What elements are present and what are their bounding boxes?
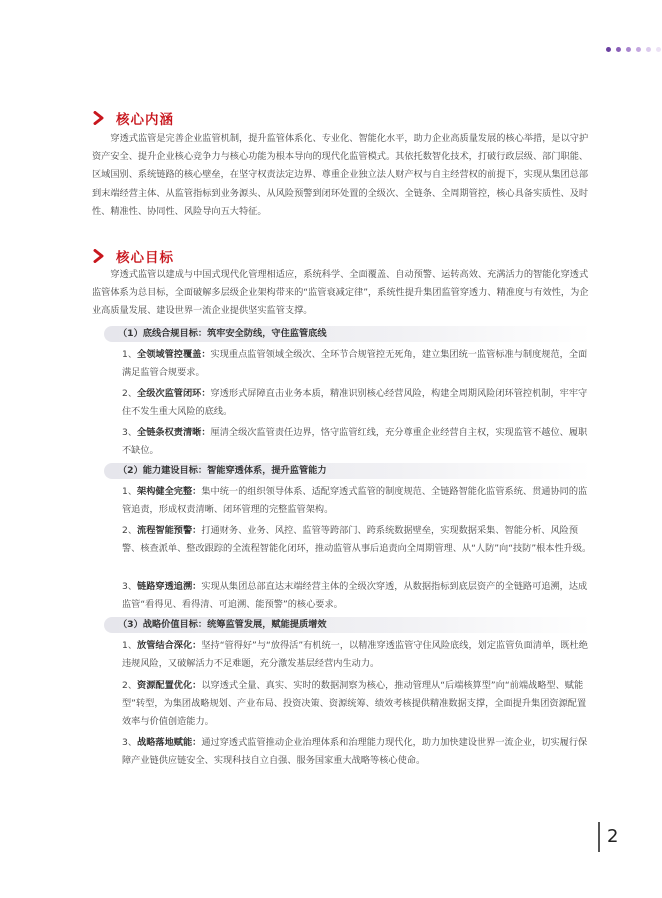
page-number-divider	[598, 822, 600, 852]
dot-3	[626, 47, 631, 52]
goal-item: 2、资源配置优化：以穿透式全量、真实、实时的数据洞察为核心，推动管理从“后端核算型”向“前端战略型、赋能型”转型，为集团战略规划、产业布局、投资决策、资源统筹、绩效考核提供精准数据支撑，全面提升集团资源配置效率与价值创造能力。	[122, 680, 587, 728]
core-goals-paragraph: 穿透式监管以建成与中国式现代化管理相适应，系统科学、全面覆盖、自动预警、运转高效、充满活力的智能化穿透式监管体系为总目标，全面破解多层级企业架构带来的“监管衰减定律”，系统性提升集团监管穿透力、精准度与有效性，为企业高质量发展、建设世界一流企业提供坚实监管支撑。	[92, 269, 589, 317]
dot-6	[656, 47, 661, 52]
goal-item: 1、全领域管控覆盖：实现重点监管领域全级次、全环节合规管控无死角，建立集团统一监管标准与制度规范，全面满足监管合规要求。	[122, 349, 588, 379]
goal-item: 1、放管结合深化：坚持“管得好”与“放得活”有机统一，以精准穿透监管守住风险底线，划定监管负面清单，既杜绝违规风险，又破解活力不足难题，充分激发基层经营内生动力。	[122, 640, 588, 670]
chevron-right-icon	[92, 249, 106, 263]
goal-item: 3、战略落地赋能：通过穿透式监管推动企业治理体系和治理能力现代化，助力加快建设世界一流企业，切实履行保障产业链供应链安全、实现科技自立自强、服务国家重大战略等核心使命。	[122, 737, 588, 767]
goal-item: 3、链路穿透追溯：实现从集团总部直达末端经营主体的全级次穿透，从数据指标到底层资产的全链路可追溯，达成监管“看得见、看得清、可追溯、能预警”的核心要求。	[122, 581, 588, 611]
dot-1	[606, 47, 611, 52]
goal-item: 3、全链条权责清晰：厘清全级次监管责任边界，恪守监管红线，充分尊重企业经营自主权，实现监管不越位、履职不缺位。	[122, 427, 588, 457]
goal-item: 2、流程智能预警：打通财务、业务、风控、监管等跨部门、跨系统数据壁垒，实现数据采集、智能分析、风险预警、核查派单、整改跟踪的全流程智能化闭环，推动监管从事后追责向全周期管理、从“人防”向“技防”根本性升级。	[122, 525, 592, 555]
core-connotation-paragraph: 穿透式监管是完善企业监管机制，提升监管体系化、专业化、智能化水平，助力企业高质量发展的核心举措，是以守护资产安全、提升企业核心竞争力与核心功能为根本导向的现代化监管模式。其依托数智化技术，打破行政层级、部门职能、区域国别、系统链路的核心壁垒，在坚守权责法定边界、尊重企业独立法人财产权与自主经营权的前提下，实现从集团总部到末端经营主体、从监管指标到业务源头、从风险预警到闭环处置的全级次、全链条、全周期管控，核心具备实质性、及时性、精准性、协同性、风险导向五大特征。	[92, 133, 589, 217]
section-heading-core-connotation	[92, 108, 174, 128]
chevron-right-icon	[92, 111, 106, 125]
goal-heading: （2）能力建设目标：智能穿透体系，提升监管能力	[104, 463, 592, 479]
goal-heading: （1）底线合规目标：筑牢安全防线，守住监管底线	[104, 326, 592, 342]
page-number: 2	[607, 826, 619, 847]
section-title: 核心目标	[116, 250, 174, 266]
goal-item: 1、架构健全完整：集中统一的组织领导体系、适配穿透式监管的制度规范、全链路智能化监管系统、贯通协同的监管追责，形成权责清晰、闭环管理的完整监管架构。	[122, 486, 588, 516]
goal-heading: （3）战略价值目标：统筹监管发展，赋能提质增效	[104, 617, 592, 633]
section-heading-core-goals	[92, 246, 174, 266]
section-title: 核心内涵	[116, 112, 174, 128]
dot-4	[636, 47, 641, 52]
dot-5	[646, 47, 651, 52]
goal-item: 2、全级次监管闭环：穿透形式屏障直击业务本质，精准识别核心经营风险，构建全周期风险闭环管控机制，牢牢守住不发生重大风险的底线。	[122, 388, 588, 418]
dot-2	[616, 47, 621, 52]
decorative-dots	[606, 46, 661, 52]
